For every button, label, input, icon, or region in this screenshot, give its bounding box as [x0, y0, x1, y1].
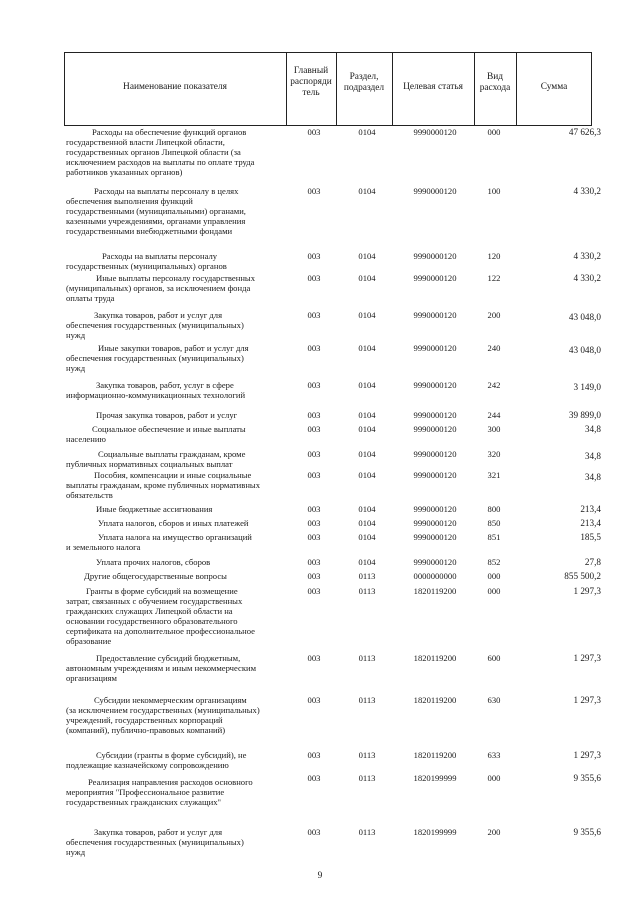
header-summa: Сумма	[540, 82, 568, 92]
vid-cell: 120	[487, 251, 501, 261]
row-name: Реализация направления расходов основного мероприятия "Профессиональное развитие государственных гражданских служащих"	[66, 777, 253, 807]
row-name: Иные бюджетные ассигнования	[96, 504, 213, 514]
row-name: Субсидии некоммерческим организациям (за исключением государственных (муниципальных) учреждений, государственных корпораций (компаний), публично-правовых компаний)	[66, 695, 260, 735]
glavny-cell: 003	[307, 773, 321, 783]
celevaya-cell: 1820199999	[413, 827, 457, 837]
celevaya-cell: 9990000120	[413, 557, 457, 567]
row-name: Расходы на обеспечение функций органов государственной власти Липецкой области, государственных органов Липецкой области (за исключением расходов на выплаты по оплате труда работников указанных органов)	[66, 127, 255, 177]
glavny-cell: 003	[307, 273, 321, 283]
row-name: Уплата прочих налогов, сборов	[96, 557, 211, 567]
razdel-cell: 0113	[358, 653, 376, 663]
row-name: Уплата налогов, сборов и иных платежей	[98, 518, 249, 528]
summa-cell: 34,8	[584, 472, 601, 482]
summa-cell: 39 899,0	[568, 410, 601, 420]
glavny-cell: 003	[307, 343, 321, 353]
razdel-cell: 0104	[358, 343, 376, 353]
summa-cell: 47 626,3	[568, 127, 601, 137]
celevaya-cell: 9990000120	[413, 410, 457, 420]
header-razdel: Раздел, подраздел	[343, 72, 385, 93]
glavny-cell: 003	[307, 470, 321, 480]
vid-cell: 122	[487, 273, 501, 283]
glavny-cell: 003	[307, 695, 321, 705]
vid-cell: 600	[487, 653, 501, 663]
glavny-cell: 003	[307, 827, 321, 837]
celevaya-cell: 9990000120	[413, 127, 457, 137]
glavny-cell: 003	[307, 653, 321, 663]
summa-cell: 213,4	[580, 518, 601, 528]
summa-cell: 43 048,0	[568, 345, 601, 355]
glavny-cell: 003	[307, 127, 321, 137]
glavny-cell: 003	[307, 251, 321, 261]
row-name: Закупка товаров, работ, услуг в сфере информационно-коммуникационных технологий	[66, 380, 246, 400]
celevaya-cell: 9990000120	[413, 310, 457, 320]
row-name: Иные выплаты персоналу государственных (муниципальных) органов, за исключением фонда оплаты труда	[66, 273, 255, 303]
razdel-cell: 0113	[358, 586, 376, 596]
row-name: Прочая закупка товаров, работ и услуг	[96, 410, 238, 420]
summa-cell: 1 297,3	[573, 695, 601, 705]
celevaya-cell: 9990000120	[413, 449, 457, 459]
row-name: Другие общегосударственные вопросы	[84, 571, 227, 581]
row-name: Иные закупки товаров, работ и услуг для обеспечения государственных (муниципальных) нужд	[66, 343, 249, 373]
razdel-cell: 0104	[358, 557, 376, 567]
vid-cell: 100	[487, 186, 501, 196]
summa-cell: 4 330,2	[573, 273, 601, 283]
vid-cell: 320	[487, 449, 501, 459]
celevaya-cell: 1820119200	[413, 653, 457, 663]
celevaya-cell: 9990000120	[413, 251, 457, 261]
summa-cell: 213,4	[580, 504, 601, 514]
summa-cell: 34,8	[584, 424, 601, 434]
celevaya-cell: 1820119200	[413, 586, 457, 596]
summa-cell: 855 500,2	[564, 571, 601, 581]
razdel-cell: 0104	[358, 186, 376, 196]
row-name: Пособия, компенсации и иные социальные выплаты гражданам, кроме публичных нормативных обязательств	[66, 470, 260, 500]
row-name: Уплата налога на имущество организаций и земельного налога	[66, 532, 252, 552]
celevaya-cell: 9990000120	[413, 424, 457, 434]
summa-cell: 34,8	[584, 451, 601, 461]
razdel-cell: 0104	[358, 310, 376, 320]
celevaya-cell: 9990000120	[413, 518, 457, 528]
glavny-cell: 003	[307, 557, 321, 567]
vid-cell: 630	[487, 695, 501, 705]
glavny-cell: 003	[307, 186, 321, 196]
vid-cell: 851	[487, 532, 501, 542]
summa-cell: 185,5	[580, 532, 601, 542]
glavny-cell: 003	[307, 532, 321, 542]
razdel-cell: 0104	[358, 449, 376, 459]
razdel-cell: 0113	[358, 773, 376, 783]
row-name: Закупка товаров, работ и услуг для обеспечения государственных (муниципальных) нужд	[66, 310, 244, 340]
glavny-cell: 003	[307, 518, 321, 528]
vid-cell: 000	[487, 773, 501, 783]
razdel-cell: 0104	[358, 410, 376, 420]
vid-cell: 000	[487, 127, 501, 137]
vid-cell: 000	[487, 586, 501, 596]
row-name: Гранты в форме субсидий на возмещение затрат, связанных с обучением государственных гражданских служащих Липецкой области на основании государственного образовательного сертификата на дополнительное профессиональное образование	[66, 586, 255, 646]
glavny-cell: 003	[307, 586, 321, 596]
celevaya-cell: 9990000120	[413, 380, 457, 390]
glavny-cell: 003	[307, 750, 321, 760]
razdel-cell: 0104	[358, 424, 376, 434]
vid-cell: 244	[487, 410, 501, 420]
vid-cell: 000	[487, 571, 501, 581]
summa-cell: 27,8	[584, 557, 601, 567]
row-name: Социальное обеспечение и иные выплаты населению	[66, 424, 246, 444]
celevaya-cell: 9990000120	[413, 273, 457, 283]
vid-cell: 242	[487, 380, 501, 390]
vid-cell: 321	[487, 470, 501, 480]
celevaya-cell: 9990000120	[413, 532, 457, 542]
glavny-cell: 003	[307, 571, 321, 581]
razdel-cell: 0104	[358, 251, 376, 261]
header-name: Наименование показателя	[123, 82, 227, 92]
celevaya-cell: 1820119200	[413, 695, 457, 705]
vid-cell: 852	[487, 557, 501, 567]
celevaya-cell: 9990000120	[413, 504, 457, 514]
razdel-cell: 0113	[358, 750, 376, 760]
razdel-cell: 0104	[358, 518, 376, 528]
vid-cell: 633	[487, 750, 501, 760]
row-name: Предоставление субсидий бюджетным, автономным учреждениям и иным некоммерческим организациям	[66, 653, 257, 683]
vid-cell: 200	[487, 827, 501, 837]
razdel-cell: 0104	[358, 532, 376, 542]
glavny-cell: 003	[307, 410, 321, 420]
header-vid: Вид расхода	[479, 72, 511, 93]
razdel-cell: 0113	[358, 827, 376, 837]
vid-cell: 800	[487, 504, 501, 514]
row-name: Социальные выплаты гражданам, кроме публичных нормативных социальных выплат	[66, 449, 246, 469]
row-name: Расходы на выплаты персоналу в целях обеспечения выполнения функций государственными (муниципальными) органами, казенными учреждениями, органами управления государственными внебюджетными фондами	[66, 186, 246, 236]
celevaya-cell: 1820119200	[413, 750, 457, 760]
glavny-cell: 003	[307, 424, 321, 434]
razdel-cell: 0104	[358, 504, 376, 514]
summa-cell: 3 149,0	[573, 382, 601, 392]
razdel-cell: 0104	[358, 127, 376, 137]
summa-cell: 4 330,2	[573, 186, 601, 196]
row-name: Расходы на выплаты персоналу государственных (муниципальных) органов	[66, 251, 227, 271]
glavny-cell: 003	[307, 310, 321, 320]
row-name: Субсидии (гранты в форме субсидий), не подлежащие казначейскому сопровождению	[66, 750, 247, 770]
razdel-cell: 0113	[358, 695, 376, 705]
vid-cell: 240	[487, 343, 501, 353]
row-name: Закупка товаров, работ и услуг для обеспечения государственных (муниципальных) нужд	[66, 827, 244, 857]
celevaya-cell: 9990000120	[413, 343, 457, 353]
razdel-cell: 0113	[358, 571, 376, 581]
glavny-cell: 003	[307, 449, 321, 459]
summa-cell: 1 297,3	[573, 750, 601, 760]
page-number: 9	[317, 871, 323, 881]
summa-cell: 4 330,2	[573, 251, 601, 261]
celevaya-cell: 1820199999	[413, 773, 457, 783]
glavny-cell: 003	[307, 380, 321, 390]
glavny-cell: 003	[307, 504, 321, 514]
celevaya-cell: 0000000000	[413, 571, 457, 581]
razdel-cell: 0104	[358, 470, 376, 480]
summa-cell: 1 297,3	[573, 586, 601, 596]
summa-cell: 9 355,6	[573, 773, 601, 783]
header-celevaya: Целевая статья	[403, 82, 463, 92]
summa-cell: 9 355,6	[573, 827, 601, 837]
vid-cell: 850	[487, 518, 501, 528]
celevaya-cell: 9990000120	[413, 470, 457, 480]
vid-cell: 200	[487, 310, 501, 320]
celevaya-cell: 9990000120	[413, 186, 457, 196]
summa-cell: 43 048,0	[568, 312, 601, 322]
summa-cell: 1 297,3	[573, 653, 601, 663]
razdel-cell: 0104	[358, 273, 376, 283]
header-glavny: Главный распоряди тель	[290, 66, 332, 98]
vid-cell: 300	[487, 424, 501, 434]
razdel-cell: 0104	[358, 380, 376, 390]
